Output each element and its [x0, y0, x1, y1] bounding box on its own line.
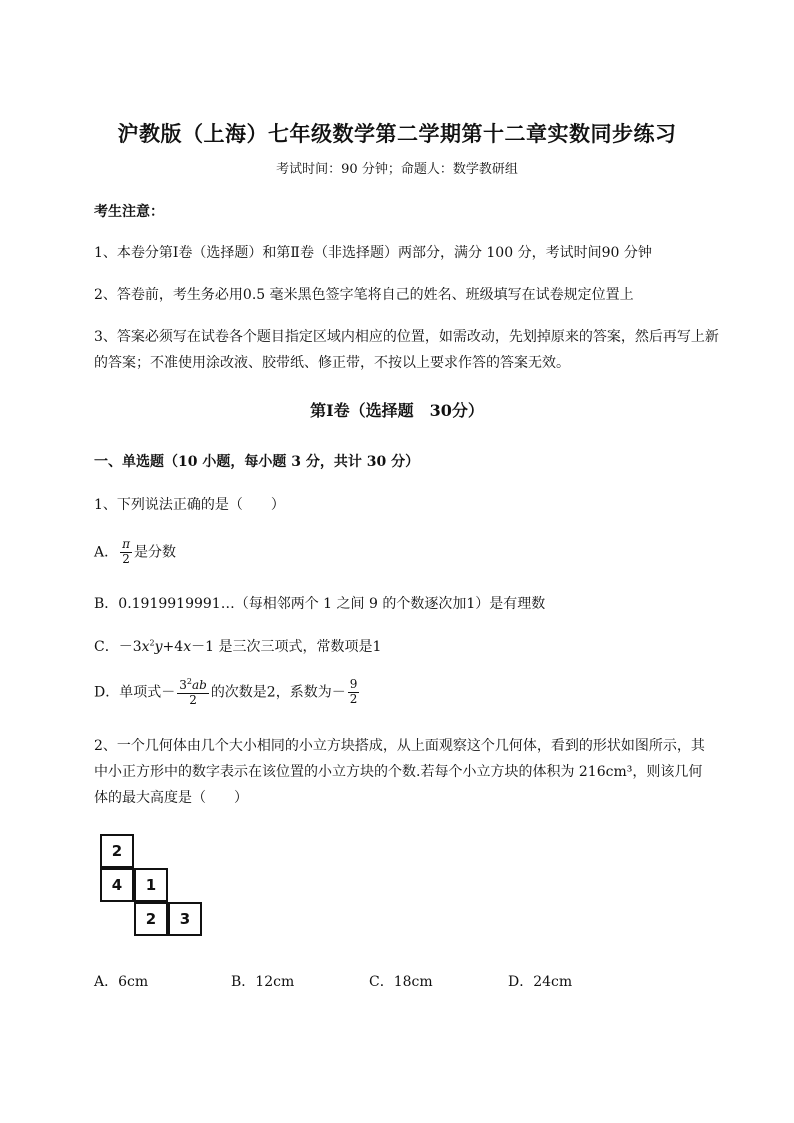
q2-option-b: B．12cm: [231, 974, 295, 990]
q1-c-prefix: C．－3: [94, 639, 142, 655]
q2-line-2: 中小正方形中的数字表示在该位置的小立方块的个数.若每个小立方块的体积为 216cm³，则该几何: [94, 764, 703, 780]
q1-a-denominator: 2: [122, 551, 130, 566]
figure-cell-r2c1: 4: [100, 868, 134, 902]
q1-d-denominator-1: 2: [189, 692, 197, 707]
figure-cell-r3c3: 3: [168, 902, 202, 936]
q1-c-suffix: －1 是三次三项式，常数项是1: [191, 639, 382, 655]
q1-d-numerator-2: 9: [349, 677, 358, 691]
q1-c-exponent: 2: [149, 638, 155, 648]
q1-option-b: B．0.1919919991…（每相邻两个 1 之间 9 的个数逐次加1）是有理数: [94, 596, 546, 612]
q1-d-vars: ab: [191, 678, 207, 692]
figure-cell-r3c2: 2: [134, 902, 168, 936]
figure-cell-r1c1: 2: [100, 834, 134, 868]
q1-d-fraction-2: [348, 678, 360, 707]
q1-d-denominator-2: 2: [349, 691, 358, 706]
page-title: 沪教版（上海）七年级数学第二学期第十二章实数同步练习: [117, 121, 677, 146]
q1-c-var-x2: x: [183, 639, 192, 655]
notice-item-3: 3、答案必须写在试卷各个题目指定区域内相应的位置，如需改动，先划掉原来的答案，然后再写上新: [94, 329, 719, 345]
q1-d-coef-exp: 2: [186, 677, 192, 686]
notice-heading: 考生注意：: [94, 204, 164, 220]
figure-cell-r2c2: 1: [134, 868, 168, 902]
notice-item-2: 2、答卷前，考生务必用0.5 毫米黑色签字笔将自己的姓名、班级填写在试卷规定位置上: [94, 287, 634, 303]
q1-c-var-x: x: [141, 639, 150, 655]
q1-d-fraction-1: [177, 677, 209, 708]
q2-option-a: A．6cm: [94, 974, 149, 990]
q2-line-1: 2、一个几何体由几个大小相同的小立方块搭成，从上面观察这个几何体，看到的形状如图所示，其: [94, 738, 705, 754]
q1-option-d: [94, 677, 361, 708]
q1-c-mid: +4: [162, 639, 184, 655]
q1-d-coef: 3: [179, 678, 187, 692]
q1-option-a: [94, 538, 176, 567]
top-view-figure: [100, 834, 208, 942]
q1-a-numerator: π: [122, 537, 131, 551]
q1-a-suffix: 是分数: [134, 544, 177, 561]
q1-a-prefix: A．: [94, 544, 119, 561]
exam-info: 考试时间：90 分钟；命题人：数学教研组: [276, 162, 518, 177]
notice-item-3-cont: 的答案；不准使用涂改液、胶带纸、修正带，不按以上要求作答的答案无效。: [94, 355, 570, 371]
notice-item-1: 1、本卷分第Ⅰ卷（选择题）和第Ⅱ卷（非选择题）两部分，满分 100 分，考试时间90 分钟: [94, 245, 652, 261]
q2-option-c: C．18cm: [369, 974, 433, 990]
q2-line-3: 体的最大高度是（ ）: [94, 790, 248, 806]
q1-stem: 1、下列说法正确的是（ ）: [94, 497, 285, 513]
q1-d-prefix: D．单项式－: [94, 684, 176, 701]
q1-d-mid: 的次数是2，系数为－: [210, 684, 346, 701]
q1-a-fraction: [120, 538, 132, 567]
part-heading: 一、单选题（10 小题，每小题 3 分，共计 30 分）: [94, 454, 420, 470]
q2-option-d: D．24cm: [508, 974, 573, 990]
section-title: 第Ⅰ卷（选择题 30分）: [310, 401, 484, 420]
q1-d-numerator-1: [177, 677, 209, 694]
q1-option-c: [94, 636, 381, 656]
q1-c-var-y: y: [154, 639, 163, 655]
